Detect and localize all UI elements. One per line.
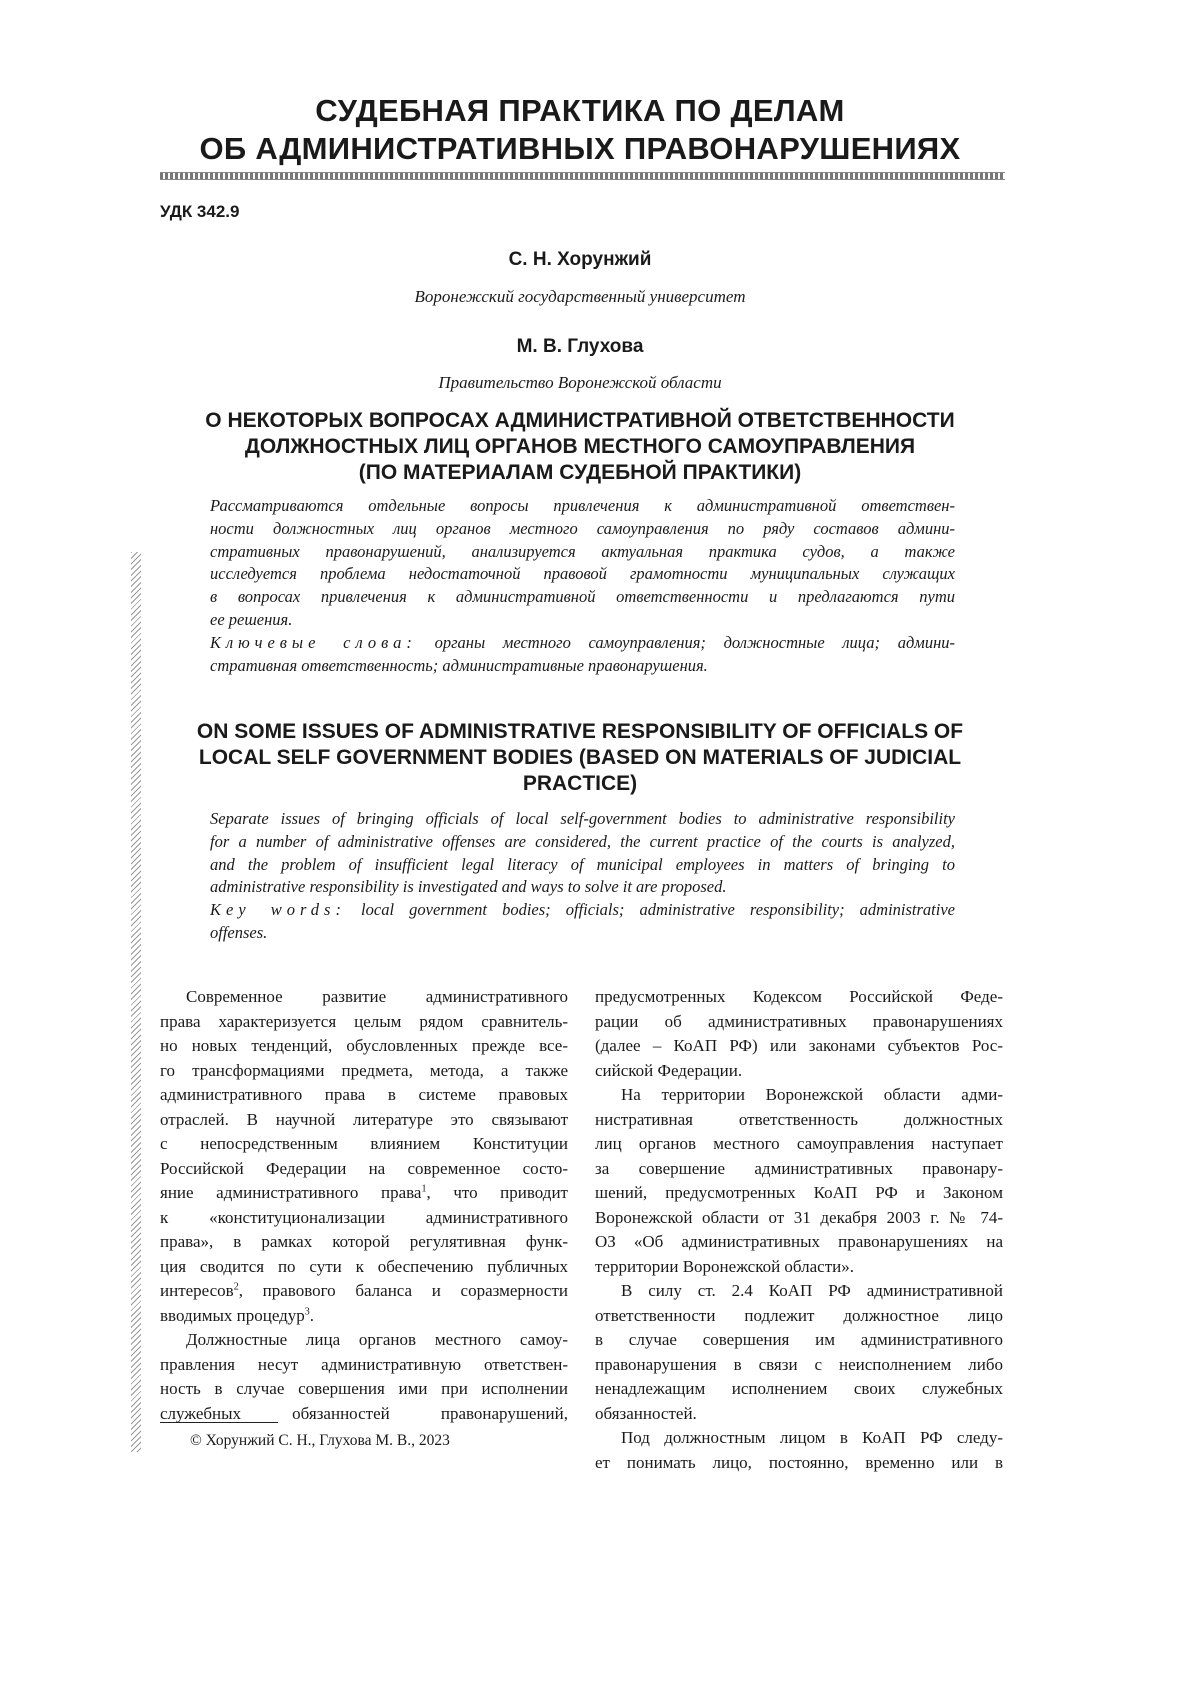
text: , что приводит <box>426 1183 568 1202</box>
decorative-hatched-strip <box>131 552 141 1452</box>
body-line: к «конституционализации административного <box>160 1206 568 1231</box>
body-line: Воронежской области от 31 декабря 2003 г. № 74- <box>595 1206 1003 1231</box>
title-line: PRACTICE) <box>160 771 1000 797</box>
body-line: В силу ст. 2.4 КоАП РФ административной <box>595 1279 1003 1304</box>
keywords-en <box>210 899 955 922</box>
body-line: шений, предусмотренных КоАП РФ и Законом <box>595 1181 1003 1206</box>
udc-code: УДК 342.9 <box>160 202 239 222</box>
abstract-line: for a number of administrative offenses are considered, the current practice of the courts is analyzed, <box>210 831 955 854</box>
keywords-text: органы местного самоуправления; должностные лица; админи- <box>435 633 955 652</box>
body-line: отраслей. В научной литературе это связывают <box>160 1108 568 1133</box>
footnote-divider <box>160 1422 278 1423</box>
body-line: правонарушения в связи с неисполнением либо <box>595 1353 1003 1378</box>
keywords-text: local government bodies; officials; administrative responsibility; administrative <box>361 900 955 919</box>
keywords-text: offenses. <box>210 922 955 945</box>
body-line: обязанностей. <box>595 1402 1003 1427</box>
text: . <box>310 1306 314 1325</box>
body-line: служебных обязанностей правонарушений, <box>160 1402 568 1427</box>
body-line: ОЗ «Об административных правонарушениях на <box>595 1230 1003 1255</box>
abstract-line: стративных правонарушений, анализируется актуальная практика судов, а также <box>210 541 955 564</box>
article-title-ru <box>160 408 1000 486</box>
abstract-line: исследуется проблема недостаточной правовой грамотности муниципальных служащих <box>210 563 955 586</box>
body-line: На территории Воронежской области адми- <box>595 1083 1003 1108</box>
abstract-line: в вопросах привлечения к административной ответственности и предлагаются пути <box>210 586 955 609</box>
body-line <box>160 1279 568 1304</box>
decorative-divider <box>160 172 1005 180</box>
heading-line: СУДЕБНАЯ ПРАКТИКА ПО ДЕЛАМ <box>150 92 1010 130</box>
heading-line: ОБ АДМИНИСТРАТИВНЫХ ПРАВОНАРУШЕНИЯХ <box>150 130 1010 168</box>
abstract-ru <box>210 495 955 677</box>
abstract-en <box>210 808 955 945</box>
body-line <box>160 1304 568 1329</box>
keywords-label: Ключевые слова: <box>210 633 417 652</box>
body-line: территории Воронежской области». <box>595 1255 1003 1280</box>
body-line: Должностные лица органов местного самоу- <box>160 1328 568 1353</box>
body-line: ция сводится по сути к обеспечению публичных <box>160 1255 568 1280</box>
body-line: правления несут административную ответствен- <box>160 1353 568 1378</box>
author-name: М. В. Глухова <box>0 336 1160 358</box>
body-line: Российской Федерации на современное состо- <box>160 1157 568 1182</box>
copyright-notice: © Хорунжий С. Н., Глухова М. В., 2023 <box>190 1432 450 1450</box>
footnote-ref[interactable]: 2 <box>234 1281 239 1292</box>
body-line: в случае совершения им административного <box>595 1328 1003 1353</box>
document-page <box>0 0 1200 1697</box>
body-line: права», в рамках которой регулятивная функ- <box>160 1230 568 1255</box>
journal-section-heading <box>150 92 1010 168</box>
keywords-ru <box>210 632 955 655</box>
author-affiliation: Воронежский государственный университет <box>0 287 1160 307</box>
text: вводимых процедур <box>160 1306 305 1325</box>
body-line: сийской Федерации. <box>595 1059 1003 1084</box>
body-line: ет понимать лицо, постоянно, временно или в <box>595 1451 1003 1476</box>
body-line: ность в случае совершения ими при исполнении <box>160 1377 568 1402</box>
body-line <box>160 1181 568 1206</box>
title-line: ON SOME ISSUES OF ADMINISTRATIVE RESPONSIBILITY OF OFFICIALS OF <box>160 719 1000 745</box>
title-line: ДОЛЖНОСТНЫХ ЛИЦ ОРГАНОВ МЕСТНОГО САМОУПРАВЛЕНИЯ <box>160 434 1000 460</box>
keywords-text: стративная ответственность; административные правонарушения. <box>210 655 955 678</box>
body-column-left <box>160 985 568 1426</box>
body-line: с непосредственным влиянием Конституции <box>160 1132 568 1157</box>
text: , правового баланса и соразмерности <box>239 1281 568 1300</box>
footnote-ref[interactable]: 3 <box>305 1306 310 1317</box>
body-column-right <box>595 985 1003 1475</box>
body-line: лиц органов местного самоуправления наступает <box>595 1132 1003 1157</box>
abstract-line: Separate issues of bringing officials of local self-government bodies to administrative responsibility <box>210 808 955 831</box>
abstract-line: Рассматриваются отдельные вопросы привлечения к административной ответствен- <box>210 495 955 518</box>
text: яние административного права <box>160 1183 421 1202</box>
body-line: (далее – КоАП РФ) или законами субъектов Рос- <box>595 1034 1003 1059</box>
body-line: го трансформациями предмета, метода, а также <box>160 1059 568 1084</box>
body-line: за совершение административных правонару- <box>595 1157 1003 1182</box>
text: интересов <box>160 1281 234 1300</box>
keywords-label: Key words: <box>210 900 346 919</box>
title-line: LOCAL SELF GOVERNMENT BODIES (BASED ON MATERIALS OF JUDICIAL <box>160 745 1000 771</box>
body-line: Современное развитие административного <box>160 985 568 1010</box>
body-line: рации об административных правонарушениях <box>595 1010 1003 1035</box>
abstract-line: ности должностных лиц органов местного самоуправления по ряду составов админи- <box>210 518 955 541</box>
abstract-line: and the problem of insufficient legal literacy of municipal employees in matters of bringing to <box>210 854 955 877</box>
body-line: права характеризуется целым рядом сравнитель- <box>160 1010 568 1035</box>
title-line: (ПО МАТЕРИАЛАМ СУДЕБНОЙ ПРАКТИКИ) <box>160 460 1000 486</box>
body-line: ответственности подлежит должностное лицо <box>595 1304 1003 1329</box>
footnote-ref[interactable]: 1 <box>421 1183 426 1194</box>
author-affiliation: Правительство Воронежской области <box>0 373 1160 393</box>
abstract-line: administrative responsibility is investigated and ways to solve it are proposed. <box>210 876 955 899</box>
body-line: предусмотренных Кодексом Российской Феде- <box>595 985 1003 1010</box>
abstract-line: ее решения. <box>210 609 955 632</box>
body-line: административного права в системе правовых <box>160 1083 568 1108</box>
body-line: нистративная ответственность должностных <box>595 1108 1003 1133</box>
title-line: О НЕКОТОРЫХ ВОПРОСАХ АДМИНИСТРАТИВНОЙ ОТВЕТСТВЕННОСТИ <box>160 408 1000 434</box>
article-title-en <box>160 719 1000 797</box>
author-name: С. Н. Хорунжий <box>0 249 1160 271</box>
body-line: но новых тенденций, обусловленных прежде все- <box>160 1034 568 1059</box>
body-line: Под должностным лицом в КоАП РФ следу- <box>595 1426 1003 1451</box>
body-line: ненадлежащим исполнением своих служебных <box>595 1377 1003 1402</box>
